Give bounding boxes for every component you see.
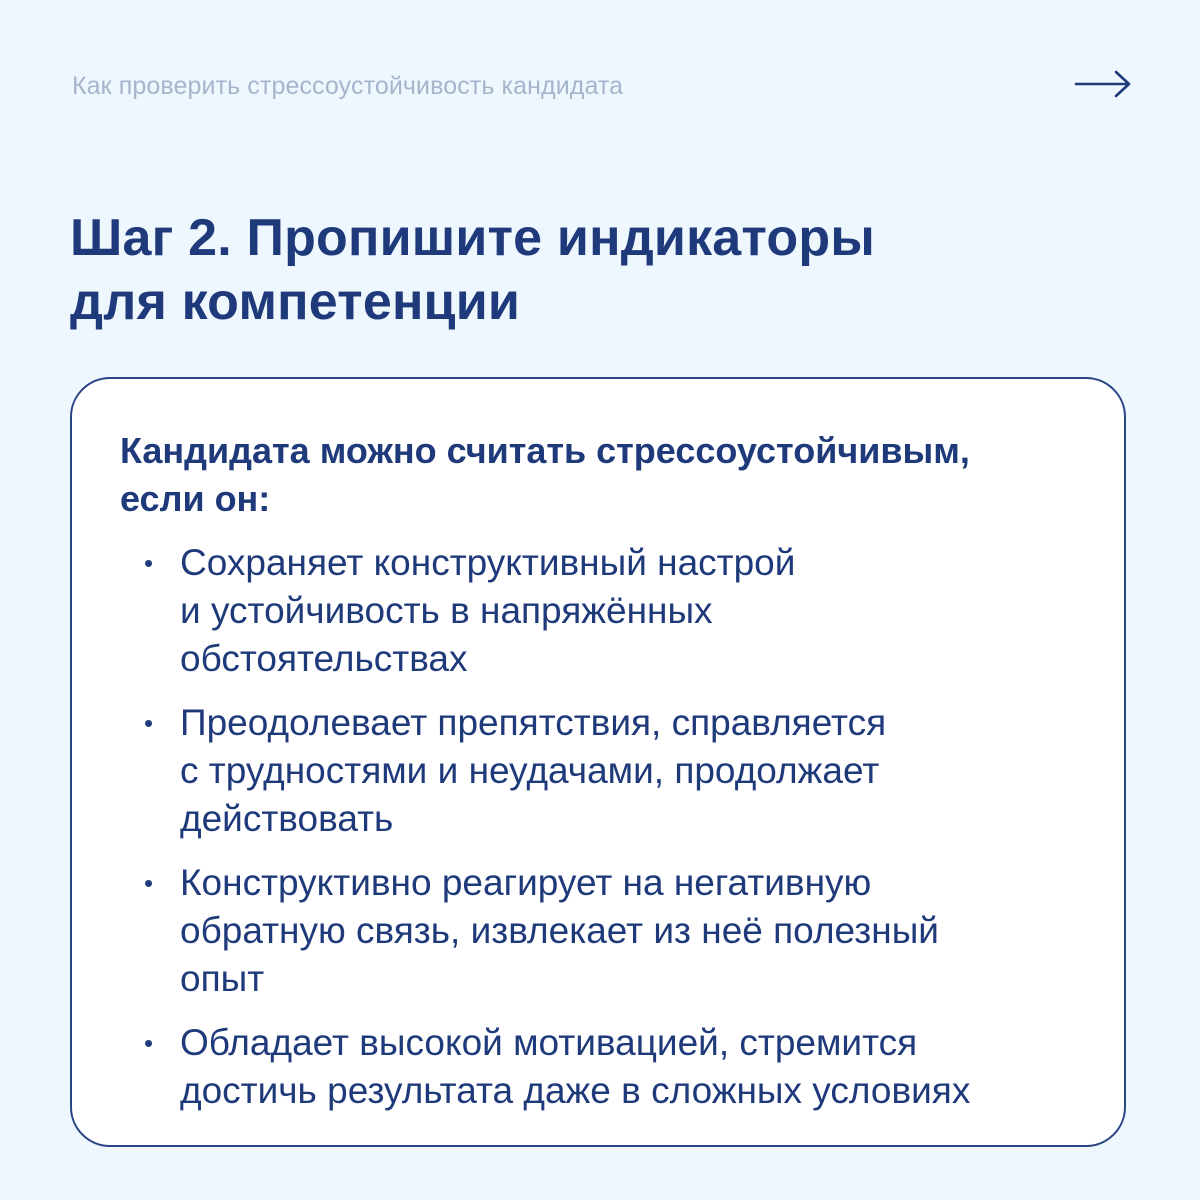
list-item-line: опыт <box>180 958 265 999</box>
page-title-line: Шаг 2. Пропишите индикаторы <box>70 209 875 267</box>
indicators-card <box>70 377 1126 1147</box>
list-item-line: достичь результата даже в сложных условиях <box>180 1070 971 1111</box>
card-heading-line: Кандидата можно считать стрессоустойчивым, <box>120 430 970 471</box>
arrow-right-icon[interactable] <box>1074 66 1132 102</box>
bullet-icon: • <box>144 708 154 738</box>
list-item-line: и устойчивость в напряжённых <box>180 590 713 631</box>
card-heading-line: если он: <box>120 478 271 519</box>
page-title <box>70 206 1070 334</box>
page-title-line: для компетенции <box>70 273 521 331</box>
header-subtitle: Как проверить стрессоустойчивость кандидата <box>72 72 624 100</box>
list-item <box>140 539 1070 683</box>
bullet-icon: • <box>144 868 154 898</box>
list-item-line: обратную связь, извлекает из неё полезный <box>180 910 939 951</box>
list-item-line: обстоятельствах <box>180 638 468 679</box>
bullet-icon: • <box>144 548 154 578</box>
list-item-line: Конструктивно реагирует на негативную <box>180 862 872 903</box>
list-item-line: Преодолевает препятствия, справляется <box>180 702 887 743</box>
bullet-icon: • <box>144 1028 154 1058</box>
list-item <box>140 859 1070 1003</box>
list-item <box>140 699 1070 843</box>
indicator-list <box>140 539 1070 1131</box>
list-item-line: с трудностями и неудачами, продолжает <box>180 750 880 791</box>
card-heading <box>120 427 1080 523</box>
list-item-line: действовать <box>180 798 394 839</box>
list-item-line: Сохраняет конструктивный настрой <box>180 542 796 583</box>
list-item <box>140 1019 1070 1115</box>
list-item-line: Обладает высокой мотивацией, стремится <box>180 1022 918 1063</box>
